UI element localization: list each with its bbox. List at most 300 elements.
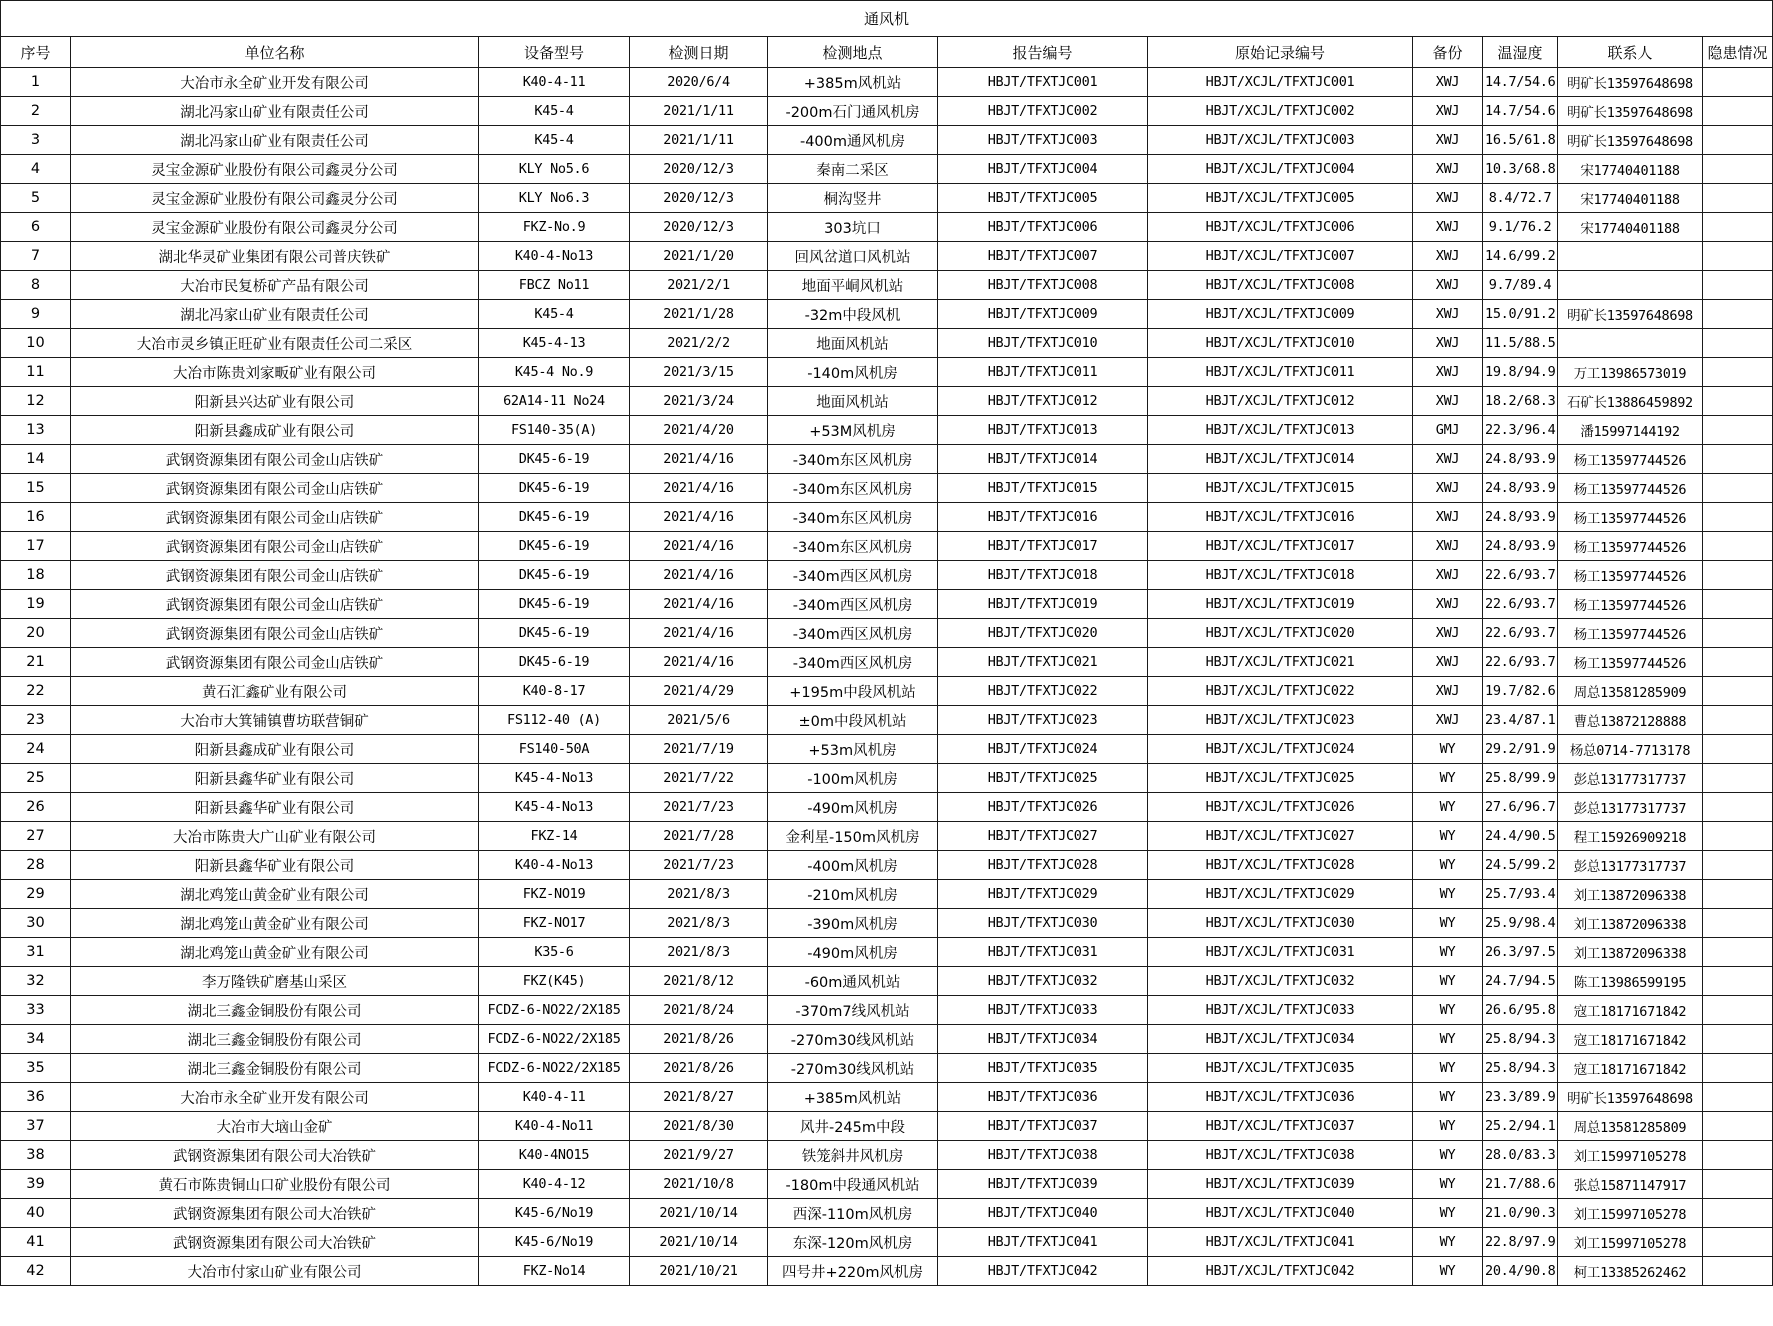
- cell-report-no: HBJT/TFXTJC019: [938, 590, 1148, 619]
- cell-temp-humidity: 15.0/91.2: [1483, 300, 1558, 329]
- cell-index: 25: [1, 764, 71, 793]
- header-test-date: 检测日期: [630, 37, 768, 68]
- cell-test-date: 2021/10/21: [630, 1257, 768, 1286]
- cell-backup: XWJ: [1413, 271, 1483, 300]
- header-temp-humidity: 温湿度: [1483, 37, 1558, 68]
- table-row: [1, 155, 1773, 184]
- cell-test-date: 2021/10/14: [630, 1228, 768, 1257]
- table-row: [1, 619, 1773, 648]
- cell-test-date: 2021/8/26: [630, 1025, 768, 1054]
- cell-record-no: HBJT/XCJL/TFXTJC014: [1148, 445, 1413, 474]
- cell-unit-name: 武钢资源集团有限公司金山店铁矿: [71, 503, 479, 532]
- cell-temp-humidity: 25.8/99.9: [1483, 764, 1558, 793]
- cell-test-location: -270m30线风机站: [768, 1025, 938, 1054]
- cell-contact: 周总13581285809: [1558, 1112, 1703, 1141]
- cell-contact: 刘工13872096338: [1558, 909, 1703, 938]
- cell-record-no: HBJT/XCJL/TFXTJC004: [1148, 155, 1413, 184]
- cell-record-no: HBJT/XCJL/TFXTJC023: [1148, 706, 1413, 735]
- table-row: [1, 706, 1773, 735]
- cell-device-model: K40-4-11: [479, 68, 630, 97]
- cell-test-location: -210m风机房: [768, 880, 938, 909]
- cell-backup: WY: [1413, 909, 1483, 938]
- cell-backup: GMJ: [1413, 416, 1483, 445]
- cell-backup: XWJ: [1413, 648, 1483, 677]
- cell-hazard: [1703, 97, 1773, 126]
- cell-backup: XWJ: [1413, 213, 1483, 242]
- cell-temp-humidity: 8.4/72.7: [1483, 184, 1558, 213]
- cell-test-date: 2021/10/14: [630, 1199, 768, 1228]
- cell-device-model: K40-4-No13: [479, 242, 630, 271]
- header-unit-name: 单位名称: [71, 37, 479, 68]
- cell-report-no: HBJT/TFXTJC026: [938, 793, 1148, 822]
- cell-test-date: 2020/6/4: [630, 68, 768, 97]
- cell-backup: XWJ: [1413, 300, 1483, 329]
- cell-record-no: HBJT/XCJL/TFXTJC013: [1148, 416, 1413, 445]
- cell-record-no: HBJT/XCJL/TFXTJC022: [1148, 677, 1413, 706]
- cell-test-date: 2020/12/3: [630, 213, 768, 242]
- cell-test-location: -32m中段风机: [768, 300, 938, 329]
- cell-device-model: K45-6/No19: [479, 1228, 630, 1257]
- cell-record-no: HBJT/XCJL/TFXTJC012: [1148, 387, 1413, 416]
- cell-report-no: HBJT/TFXTJC005: [938, 184, 1148, 213]
- header-backup: 备份: [1413, 37, 1483, 68]
- cell-backup: WY: [1413, 1112, 1483, 1141]
- cell-index: 2: [1, 97, 71, 126]
- cell-index: 24: [1, 735, 71, 764]
- table-row: [1, 184, 1773, 213]
- cell-record-no: HBJT/XCJL/TFXTJC015: [1148, 474, 1413, 503]
- cell-contact: 杨工13597744526: [1558, 561, 1703, 590]
- table-row: [1, 242, 1773, 271]
- cell-index: 11: [1, 358, 71, 387]
- cell-test-date: 2021/1/28: [630, 300, 768, 329]
- cell-unit-name: 湖北冯家山矿业有限责任公司: [71, 126, 479, 155]
- cell-test-date: 2021/4/16: [630, 619, 768, 648]
- cell-report-no: HBJT/TFXTJC002: [938, 97, 1148, 126]
- table-row: [1, 967, 1773, 996]
- cell-contact: 宋17740401188: [1558, 155, 1703, 184]
- cell-index: 38: [1, 1141, 71, 1170]
- cell-test-location: +53M风机房: [768, 416, 938, 445]
- cell-device-model: DK45-6-19: [479, 532, 630, 561]
- cell-temp-humidity: 26.3/97.5: [1483, 938, 1558, 967]
- cell-device-model: FKZ(K45): [479, 967, 630, 996]
- header-device-model: 设备型号: [479, 37, 630, 68]
- cell-temp-humidity: 24.8/93.9: [1483, 503, 1558, 532]
- cell-unit-name: 湖北三鑫金铜股份有限公司: [71, 996, 479, 1025]
- table-row: [1, 1228, 1773, 1257]
- table-row: [1, 503, 1773, 532]
- cell-test-date: 2021/7/23: [630, 851, 768, 880]
- cell-backup: WY: [1413, 1199, 1483, 1228]
- table-row: [1, 735, 1773, 764]
- cell-backup: WY: [1413, 793, 1483, 822]
- cell-test-date: 2021/4/16: [630, 445, 768, 474]
- cell-device-model: 62A14-11 No24: [479, 387, 630, 416]
- cell-index: 7: [1, 242, 71, 271]
- cell-test-location: -340m东区风机房: [768, 503, 938, 532]
- cell-test-date: 2021/7/28: [630, 822, 768, 851]
- cell-report-no: HBJT/TFXTJC024: [938, 735, 1148, 764]
- cell-hazard: [1703, 996, 1773, 1025]
- cell-backup: XWJ: [1413, 445, 1483, 474]
- cell-device-model: FCDZ-6-NO22/2X185: [479, 1054, 630, 1083]
- cell-temp-humidity: 14.6/99.2: [1483, 242, 1558, 271]
- cell-backup: WY: [1413, 938, 1483, 967]
- cell-test-location: 秦南二采区: [768, 155, 938, 184]
- cell-backup: WY: [1413, 1228, 1483, 1257]
- cell-backup: WY: [1413, 1170, 1483, 1199]
- cell-unit-name: 大冶市陈贵大广山矿业有限公司: [71, 822, 479, 851]
- cell-unit-name: 武钢资源集团有限公司金山店铁矿: [71, 590, 479, 619]
- cell-index: 22: [1, 677, 71, 706]
- cell-report-no: HBJT/TFXTJC004: [938, 155, 1148, 184]
- cell-hazard: [1703, 909, 1773, 938]
- cell-record-no: HBJT/XCJL/TFXTJC024: [1148, 735, 1413, 764]
- cell-temp-humidity: 24.7/94.5: [1483, 967, 1558, 996]
- table-row: [1, 561, 1773, 590]
- cell-index: 28: [1, 851, 71, 880]
- cell-unit-name: 湖北冯家山矿业有限责任公司: [71, 97, 479, 126]
- cell-hazard: [1703, 677, 1773, 706]
- cell-test-location: -340m西区风机房: [768, 648, 938, 677]
- cell-test-location: 东深-120m风机房: [768, 1228, 938, 1257]
- table-row: [1, 648, 1773, 677]
- cell-test-date: 2021/8/12: [630, 967, 768, 996]
- cell-contact: 寇工18171671842: [1558, 1025, 1703, 1054]
- cell-report-no: HBJT/TFXTJC014: [938, 445, 1148, 474]
- cell-report-no: HBJT/TFXTJC036: [938, 1083, 1148, 1112]
- cell-test-location: -340m东区风机房: [768, 445, 938, 474]
- table-row: [1, 300, 1773, 329]
- cell-test-location: -100m风机房: [768, 764, 938, 793]
- cell-record-no: HBJT/XCJL/TFXTJC038: [1148, 1141, 1413, 1170]
- cell-contact: 杨工13597744526: [1558, 474, 1703, 503]
- cell-device-model: K40-4-11: [479, 1083, 630, 1112]
- header-index: 序号: [1, 37, 71, 68]
- cell-hazard: [1703, 242, 1773, 271]
- cell-device-model: K45-4-13: [479, 329, 630, 358]
- cell-index: 23: [1, 706, 71, 735]
- cell-contact: [1558, 271, 1703, 300]
- cell-unit-name: 大冶市灵乡镇正旺矿业有限责任公司二采区: [71, 329, 479, 358]
- cell-index: 8: [1, 271, 71, 300]
- cell-contact: 寇工18171671842: [1558, 1054, 1703, 1083]
- cell-unit-name: 大冶市永全矿业开发有限公司: [71, 68, 479, 97]
- cell-unit-name: 黄石汇鑫矿业有限公司: [71, 677, 479, 706]
- cell-test-date: 2021/7/23: [630, 793, 768, 822]
- cell-hazard: [1703, 735, 1773, 764]
- table-row: [1, 1025, 1773, 1054]
- cell-device-model: FCDZ-6-NO22/2X185: [479, 996, 630, 1025]
- cell-backup: XWJ: [1413, 358, 1483, 387]
- cell-report-no: HBJT/TFXTJC021: [938, 648, 1148, 677]
- cell-record-no: HBJT/XCJL/TFXTJC033: [1148, 996, 1413, 1025]
- cell-hazard: [1703, 271, 1773, 300]
- cell-index: 1: [1, 68, 71, 97]
- cell-hazard: [1703, 1141, 1773, 1170]
- table-body: [1, 68, 1773, 1286]
- cell-test-location: 铁笼斜井风机房: [768, 1141, 938, 1170]
- table-row: [1, 126, 1773, 155]
- cell-backup: XWJ: [1413, 706, 1483, 735]
- cell-test-location: 回风岔道口风机站: [768, 242, 938, 271]
- cell-backup: WY: [1413, 764, 1483, 793]
- cell-device-model: KLY No6.3: [479, 184, 630, 213]
- cell-temp-humidity: 22.8/97.9: [1483, 1228, 1558, 1257]
- cell-backup: XWJ: [1413, 474, 1483, 503]
- cell-record-no: HBJT/XCJL/TFXTJC029: [1148, 880, 1413, 909]
- cell-record-no: HBJT/XCJL/TFXTJC036: [1148, 1083, 1413, 1112]
- cell-unit-name: 湖北三鑫金铜股份有限公司: [71, 1025, 479, 1054]
- cell-device-model: FKZ-NO19: [479, 880, 630, 909]
- header-test-location: 检测地点: [768, 37, 938, 68]
- cell-report-no: HBJT/TFXTJC032: [938, 967, 1148, 996]
- cell-unit-name: 湖北鸡笼山黄金矿业有限公司: [71, 938, 479, 967]
- cell-record-no: HBJT/XCJL/TFXTJC042: [1148, 1257, 1413, 1286]
- cell-contact: 刘工13872096338: [1558, 880, 1703, 909]
- cell-test-location: ±0m中段风机站: [768, 706, 938, 735]
- cell-backup: XWJ: [1413, 329, 1483, 358]
- cell-unit-name: 武钢资源集团有限公司金山店铁矿: [71, 648, 479, 677]
- table-row: [1, 474, 1773, 503]
- cell-record-no: HBJT/XCJL/TFXTJC025: [1148, 764, 1413, 793]
- cell-unit-name: 李万隆铁矿磨基山采区: [71, 967, 479, 996]
- cell-backup: WY: [1413, 851, 1483, 880]
- cell-backup: WY: [1413, 1054, 1483, 1083]
- cell-contact: 杨工13597744526: [1558, 503, 1703, 532]
- cell-record-no: HBJT/XCJL/TFXTJC034: [1148, 1025, 1413, 1054]
- cell-index: 6: [1, 213, 71, 242]
- header-contact: 联系人: [1558, 37, 1703, 68]
- cell-unit-name: 阳新县兴达矿业有限公司: [71, 387, 479, 416]
- cell-report-no: HBJT/TFXTJC023: [938, 706, 1148, 735]
- cell-device-model: DK45-6-19: [479, 474, 630, 503]
- cell-report-no: HBJT/TFXTJC035: [938, 1054, 1148, 1083]
- cell-index: 31: [1, 938, 71, 967]
- cell-index: 42: [1, 1257, 71, 1286]
- cell-report-no: HBJT/TFXTJC017: [938, 532, 1148, 561]
- cell-record-no: HBJT/XCJL/TFXTJC010: [1148, 329, 1413, 358]
- cell-backup: XWJ: [1413, 590, 1483, 619]
- cell-index: 41: [1, 1228, 71, 1257]
- cell-index: 32: [1, 967, 71, 996]
- table-row: [1, 677, 1773, 706]
- cell-device-model: FS140-50A: [479, 735, 630, 764]
- cell-test-location: +385m风机站: [768, 1083, 938, 1112]
- cell-unit-name: 武钢资源集团有限公司金山店铁矿: [71, 532, 479, 561]
- cell-report-no: HBJT/TFXTJC040: [938, 1199, 1148, 1228]
- cell-backup: WY: [1413, 1257, 1483, 1286]
- cell-record-no: HBJT/XCJL/TFXTJC037: [1148, 1112, 1413, 1141]
- cell-test-location: -340m东区风机房: [768, 532, 938, 561]
- cell-hazard: [1703, 793, 1773, 822]
- cell-unit-name: 湖北鸡笼山黄金矿业有限公司: [71, 880, 479, 909]
- cell-unit-name: 武钢资源集团有限公司大冶铁矿: [71, 1228, 479, 1257]
- cell-temp-humidity: 22.6/93.7: [1483, 590, 1558, 619]
- cell-unit-name: 大冶市永全矿业开发有限公司: [71, 1083, 479, 1112]
- table-row: [1, 358, 1773, 387]
- cell-device-model: FKZ-No.9: [479, 213, 630, 242]
- cell-device-model: K45-4: [479, 97, 630, 126]
- cell-hazard: [1703, 358, 1773, 387]
- cell-hazard: [1703, 155, 1773, 184]
- cell-backup: XWJ: [1413, 677, 1483, 706]
- cell-test-location: -490m风机房: [768, 938, 938, 967]
- cell-device-model: K45-4: [479, 300, 630, 329]
- cell-device-model: DK45-6-19: [479, 503, 630, 532]
- cell-contact: 明矿长13597648698: [1558, 1083, 1703, 1112]
- cell-hazard: [1703, 387, 1773, 416]
- cell-unit-name: 湖北华灵矿业集团有限公司普庆铁矿: [71, 242, 479, 271]
- cell-index: 39: [1, 1170, 71, 1199]
- cell-hazard: [1703, 938, 1773, 967]
- cell-contact: 杨总0714-7713178: [1558, 735, 1703, 764]
- cell-record-no: HBJT/XCJL/TFXTJC021: [1148, 648, 1413, 677]
- cell-hazard: [1703, 851, 1773, 880]
- cell-test-date: 2021/8/3: [630, 909, 768, 938]
- cell-report-no: HBJT/TFXTJC006: [938, 213, 1148, 242]
- table-row: [1, 1141, 1773, 1170]
- cell-backup: XWJ: [1413, 532, 1483, 561]
- cell-report-no: HBJT/TFXTJC003: [938, 126, 1148, 155]
- cell-index: 3: [1, 126, 71, 155]
- cell-backup: WY: [1413, 1025, 1483, 1054]
- cell-index: 29: [1, 880, 71, 909]
- cell-test-date: 2021/8/26: [630, 1054, 768, 1083]
- cell-hazard: [1703, 1083, 1773, 1112]
- cell-contact: 杨工13597744526: [1558, 532, 1703, 561]
- cell-contact: 宋17740401188: [1558, 213, 1703, 242]
- cell-unit-name: 灵宝金源矿业股份有限公司鑫灵分公司: [71, 155, 479, 184]
- cell-test-location: +385m风机站: [768, 68, 938, 97]
- cell-device-model: K40-4-No13: [479, 851, 630, 880]
- cell-temp-humidity: 16.5/61.8: [1483, 126, 1558, 155]
- cell-report-no: HBJT/TFXTJC013: [938, 416, 1148, 445]
- cell-report-no: HBJT/TFXTJC022: [938, 677, 1148, 706]
- cell-test-date: 2021/4/16: [630, 561, 768, 590]
- cell-unit-name: 阳新县鑫华矿业有限公司: [71, 793, 479, 822]
- table-row: [1, 590, 1773, 619]
- cell-index: 34: [1, 1025, 71, 1054]
- cell-report-no: HBJT/TFXTJC031: [938, 938, 1148, 967]
- cell-report-no: HBJT/TFXTJC037: [938, 1112, 1148, 1141]
- cell-temp-humidity: 23.3/89.9: [1483, 1083, 1558, 1112]
- cell-contact: 杨工13597744526: [1558, 619, 1703, 648]
- cell-temp-humidity: 25.2/94.1: [1483, 1112, 1558, 1141]
- cell-temp-humidity: 22.6/93.7: [1483, 648, 1558, 677]
- cell-contact: 杨工13597744526: [1558, 445, 1703, 474]
- cell-test-location: -340m西区风机房: [768, 619, 938, 648]
- cell-hazard: [1703, 126, 1773, 155]
- cell-index: 9: [1, 300, 71, 329]
- cell-hazard: [1703, 1025, 1773, 1054]
- cell-backup: WY: [1413, 822, 1483, 851]
- cell-unit-name: 大冶市民复桥矿产品有限公司: [71, 271, 479, 300]
- cell-hazard: [1703, 532, 1773, 561]
- table-row: [1, 938, 1773, 967]
- cell-temp-humidity: 22.6/93.7: [1483, 561, 1558, 590]
- cell-test-date: 2021/5/6: [630, 706, 768, 735]
- cell-hazard: [1703, 445, 1773, 474]
- cell-record-no: HBJT/XCJL/TFXTJC031: [1148, 938, 1413, 967]
- table-row: [1, 822, 1773, 851]
- cell-index: 37: [1, 1112, 71, 1141]
- cell-hazard: [1703, 329, 1773, 358]
- table-row: [1, 271, 1773, 300]
- sheet-title: 通风机: [1, 1, 1773, 37]
- cell-test-location: -140m风机房: [768, 358, 938, 387]
- header-report-no: 报告编号: [938, 37, 1148, 68]
- cell-device-model: DK45-6-19: [479, 590, 630, 619]
- cell-device-model: DK45-6-19: [479, 619, 630, 648]
- cell-test-date: 2021/3/15: [630, 358, 768, 387]
- cell-test-date: 2021/8/30: [630, 1112, 768, 1141]
- cell-hazard: [1703, 1170, 1773, 1199]
- cell-test-location: +195m中段风机站: [768, 677, 938, 706]
- cell-device-model: KLY No5.6: [479, 155, 630, 184]
- cell-hazard: [1703, 822, 1773, 851]
- cell-index: 30: [1, 909, 71, 938]
- cell-unit-name: 灵宝金源矿业股份有限公司鑫灵分公司: [71, 213, 479, 242]
- cell-index: 5: [1, 184, 71, 213]
- cell-hazard: [1703, 561, 1773, 590]
- cell-device-model: DK45-6-19: [479, 445, 630, 474]
- cell-test-date: 2021/2/1: [630, 271, 768, 300]
- cell-device-model: K45-4 No.9: [479, 358, 630, 387]
- cell-test-date: 2021/9/27: [630, 1141, 768, 1170]
- cell-record-no: HBJT/XCJL/TFXTJC027: [1148, 822, 1413, 851]
- cell-test-date: 2021/1/20: [630, 242, 768, 271]
- cell-temp-humidity: 25.9/98.4: [1483, 909, 1558, 938]
- cell-index: 27: [1, 822, 71, 851]
- cell-index: 13: [1, 416, 71, 445]
- cell-device-model: DK45-6-19: [479, 561, 630, 590]
- cell-test-date: 2021/4/16: [630, 590, 768, 619]
- cell-contact: 彭总13177317737: [1558, 764, 1703, 793]
- cell-hazard: [1703, 416, 1773, 445]
- cell-backup: XWJ: [1413, 155, 1483, 184]
- cell-contact: 张总15871147917: [1558, 1170, 1703, 1199]
- cell-temp-humidity: 25.7/93.4: [1483, 880, 1558, 909]
- cell-unit-name: 黄石市陈贵铜山口矿业股份有限公司: [71, 1170, 479, 1199]
- cell-hazard: [1703, 590, 1773, 619]
- cell-hazard: [1703, 503, 1773, 532]
- cell-index: 10: [1, 329, 71, 358]
- cell-test-location: 地面平峒风机站: [768, 271, 938, 300]
- cell-test-location: -370m7线风机站: [768, 996, 938, 1025]
- cell-hazard: [1703, 213, 1773, 242]
- cell-temp-humidity: 14.7/54.6: [1483, 97, 1558, 126]
- cell-contact: [1558, 242, 1703, 271]
- cell-unit-name: 武钢资源集团有限公司金山店铁矿: [71, 474, 479, 503]
- cell-report-no: HBJT/TFXTJC028: [938, 851, 1148, 880]
- cell-index: 33: [1, 996, 71, 1025]
- cell-contact: 明矿长13597648698: [1558, 300, 1703, 329]
- cell-record-no: HBJT/XCJL/TFXTJC002: [1148, 97, 1413, 126]
- table-row: [1, 445, 1773, 474]
- cell-test-location: -270m30线风机站: [768, 1054, 938, 1083]
- cell-device-model: K45-4-No13: [479, 793, 630, 822]
- cell-unit-name: 阳新县鑫成矿业有限公司: [71, 416, 479, 445]
- cell-test-location: 地面风机站: [768, 329, 938, 358]
- cell-hazard: [1703, 474, 1773, 503]
- cell-index: 19: [1, 590, 71, 619]
- cell-unit-name: 阳新县鑫华矿业有限公司: [71, 764, 479, 793]
- cell-contact: 杨工13597744526: [1558, 648, 1703, 677]
- cell-temp-humidity: 19.8/94.9: [1483, 358, 1558, 387]
- cell-index: 17: [1, 532, 71, 561]
